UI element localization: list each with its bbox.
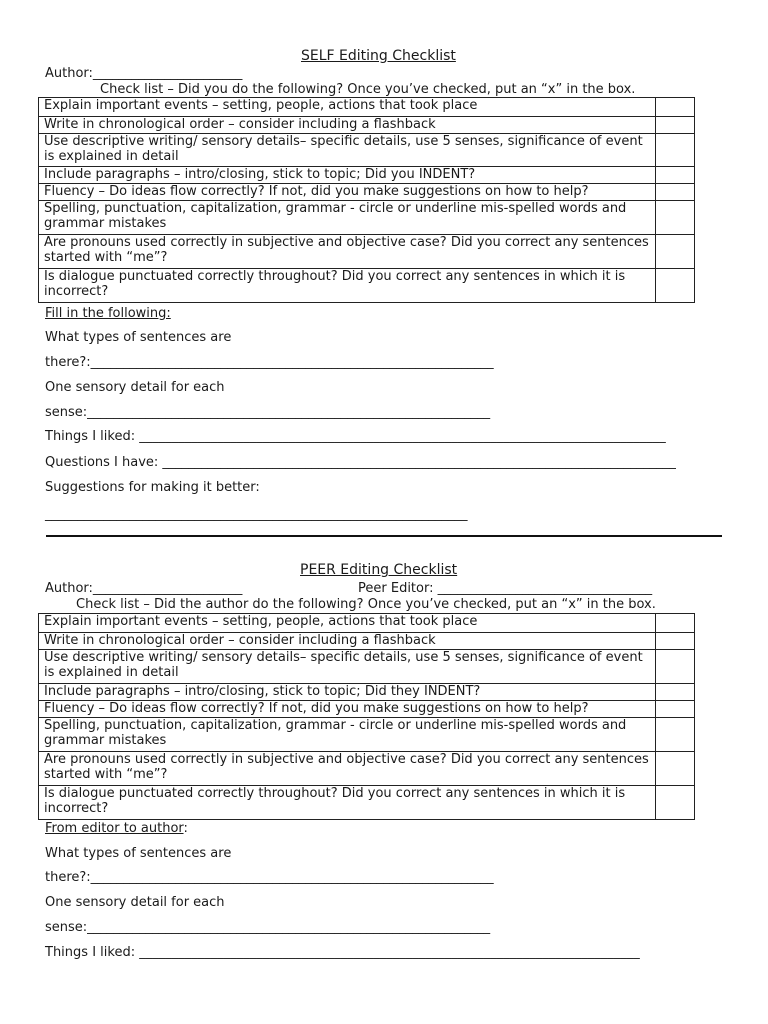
checklist-row [39,201,695,235]
checkbox[interactable] [656,701,695,718]
checkbox[interactable] [656,684,695,701]
self-suggestions-field[interactable]: _________________________________________________________________ [45,507,468,522]
checkbox[interactable] [656,633,695,650]
self-liked-field[interactable]: Things I liked: _________________________________________________________________________________ [45,429,666,444]
checklist-item: Are pronouns used correctly in subjective and objective case? Did you correct any sentences started with “me”? [39,752,656,786]
self-checklist-table [38,97,695,303]
checklist-item: Explain important events – setting, people, actions that took place [39,614,656,633]
checklist-row [39,235,695,269]
checklist-item: Is dialogue punctuated correctly throughout? Did you correct any sentences in which it is incorrect? [39,269,656,303]
checkbox[interactable] [656,786,695,820]
self-sentence-types-field[interactable]: there?:______________________________________________________________ [45,355,494,370]
checklist-row [39,98,695,117]
checkbox[interactable] [656,718,695,752]
peer-sensory-field[interactable]: sense:______________________________________________________________ [45,920,491,935]
section-divider [46,535,722,537]
checkbox[interactable] [656,650,695,684]
self-author-field[interactable]: Author:_______________________ [45,66,243,81]
peer-sentence-types-field[interactable]: there?:______________________________________________________________ [45,870,494,885]
checkbox[interactable] [656,269,695,303]
peer-sensory-label: One sensory detail for each [45,895,225,910]
checklist-row [39,167,695,184]
checklist-item: Are pronouns used correctly in subjective and objective case? Did you correct any sentences started with “me”? [39,235,656,269]
peer-instructions: Check list – Did the author do the following? Once you’ve checked, put an “x” in the box. [76,597,656,612]
checklist-item: Spelling, punctuation, capitalization, grammar - circle or underline mis-spelled words and grammar mistakes [39,718,656,752]
checklist-row [39,718,695,752]
peer-title: PEER Editing Checklist [300,562,458,578]
checklist-row [39,701,695,718]
self-suggestions-label: Suggestions for making it better: [45,480,260,495]
self-instructions: Check list – Did you do the following? Once you’ve checked, put an “x” in the box. [100,82,636,97]
checklist-row [39,614,695,633]
checklist-row [39,684,695,701]
checklist-row [39,269,695,303]
checklist-item: Include paragraphs – intro/closing, stick to topic; Did you INDENT? [39,167,656,184]
checkbox[interactable] [656,117,695,134]
peer-editor-field[interactable]: Peer Editor: _________________________________ [358,581,653,596]
checklist-item: Use descriptive writing/ sensory details– specific details, use 5 senses, significance of event is explained in detail [39,134,656,167]
self-title: SELF Editing Checklist [301,48,456,64]
checkbox[interactable] [656,752,695,786]
peer-fill-heading [45,821,188,836]
checkbox[interactable] [656,235,695,269]
checkbox[interactable] [656,167,695,184]
checklist-item: Use descriptive writing/ sensory details– specific details, use 5 senses, significance of event is explained in detail [39,650,656,684]
checklist-row [39,633,695,650]
checkbox[interactable] [656,614,695,633]
checkbox[interactable] [656,184,695,201]
peer-sentence-types-label: What types of sentences are [45,846,232,861]
checklist-item: Spelling, punctuation, capitalization, grammar - circle or underline mis-spelled words and grammar mistakes [39,201,656,235]
checklist-item: Explain important events – setting, people, actions that took place [39,98,656,117]
peer-checklist-table [38,613,695,820]
peer-fill-heading-colon: : [183,821,188,836]
checklist-row [39,134,695,167]
checkbox[interactable] [656,98,695,117]
self-sentence-types-label: What types of sentences are [45,330,232,345]
checkbox[interactable] [656,134,695,167]
peer-fill-heading-text: From editor to author [45,821,184,836]
checklist-item: Is dialogue punctuated correctly throughout? Did you correct any sentences in which it is incorrect? [39,786,656,820]
checklist-row [39,752,695,786]
self-questions-field[interactable]: Questions I have: _______________________________________________________________________________ [45,455,676,470]
checklist-item: Write in chronological order – consider including a flashback [39,117,656,134]
checklist-row [39,650,695,684]
checklist-row [39,786,695,820]
self-sensory-label: One sensory detail for each [45,380,225,395]
self-fill-heading: Fill in the following: [45,306,171,321]
checkbox[interactable] [656,201,695,235]
checklist-item: Fluency – Do ideas flow correctly? If not, did you make suggestions on how to help? [39,701,656,718]
peer-author-field[interactable]: Author:_______________________ [45,581,243,596]
self-sensory-field[interactable]: sense:______________________________________________________________ [45,405,491,420]
checklist-item: Include paragraphs – intro/closing, stick to topic; Did they INDENT? [39,684,656,701]
checklist-item: Write in chronological order – consider including a flashback [39,633,656,650]
checklist-row [39,184,695,201]
checklist-row [39,117,695,134]
checklist-item: Fluency – Do ideas flow correctly? If not, did you make suggestions on how to help? [39,184,656,201]
peer-liked-field[interactable]: Things I liked: _____________________________________________________________________________ [45,945,640,960]
